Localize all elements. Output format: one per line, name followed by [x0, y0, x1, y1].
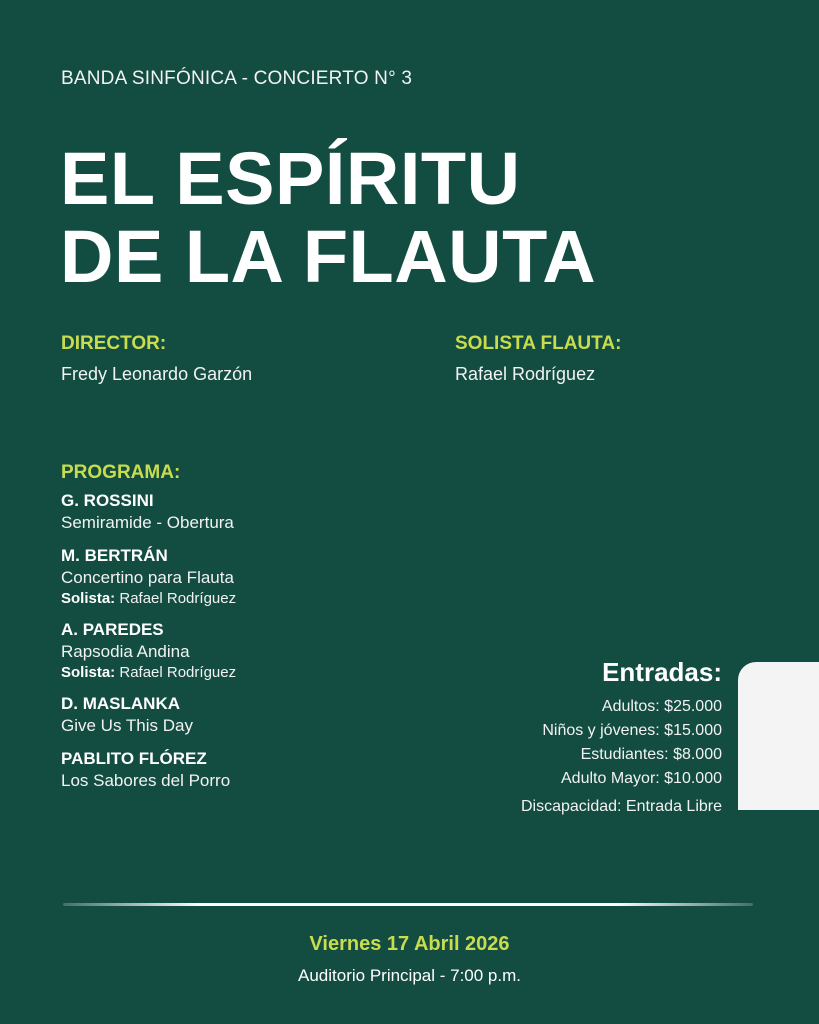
- title-line-2: DE LA FLAUTA: [60, 215, 597, 298]
- director-label: DIRECTOR:: [61, 333, 167, 354]
- piece-soloist-label: Solista:: [61, 664, 116, 681]
- title-line-1: EL ESPÍRITU: [60, 137, 521, 220]
- piece-work: Semiramide - Obertura: [61, 513, 234, 532]
- piece-work: Concertino para Flauta: [61, 568, 234, 587]
- piece-soloist-name: Rafael Rodríguez: [119, 664, 237, 681]
- piece-work: Los Sabores del Porro: [61, 771, 231, 790]
- program-label: PROGRAMA:: [61, 462, 181, 483]
- tickets-heading: Entradas:: [602, 657, 722, 687]
- event-date: Viernes 17 Abril 2026: [309, 933, 510, 955]
- divider-line: [63, 903, 753, 906]
- piece-soloist: [61, 589, 381, 608]
- soloist-label: SOLISTA FLAUTA:: [455, 333, 622, 354]
- program-piece: [61, 748, 381, 792]
- event-venue: Auditorio Principal - 7:00 p.m.: [298, 966, 521, 985]
- ticket-price: Discapacidad: Entrada Libre: [520, 798, 722, 815]
- piece-composer: G. ROSSINI: [61, 491, 154, 510]
- director-name: Fredy Leonardo Garzón: [61, 364, 253, 384]
- decorative-tab: [738, 662, 819, 810]
- program-piece: [61, 693, 381, 737]
- ticket-price: Estudiantes: $8.000: [580, 746, 722, 763]
- piece-soloist-label: Solista:: [61, 590, 116, 607]
- concert-title: [60, 137, 597, 298]
- program-piece: [61, 619, 381, 682]
- ticket-price: Adulto Mayor: $10.000: [561, 770, 722, 787]
- program-section: [61, 462, 381, 792]
- program-piece: [61, 490, 381, 534]
- ticket-price: Niños y jóvenes: $15.000: [542, 722, 722, 739]
- piece-composer: D. MASLANKA: [61, 694, 180, 713]
- piece-composer: M. BERTRÁN: [61, 546, 168, 565]
- ticket-price: Adultos: $25.000: [601, 698, 722, 715]
- tickets-section: [402, 655, 722, 819]
- piece-composer: A. PAREDES: [61, 620, 164, 639]
- concert-subtitle: BANDA SINFÓNICA - CONCIERTO N° 3: [61, 68, 413, 89]
- piece-composer: PABLITO FLÓREZ: [61, 749, 207, 768]
- piece-work: Give Us This Day: [61, 716, 193, 735]
- piece-soloist-name: Rafael Rodríguez: [119, 590, 237, 607]
- piece-soloist: [61, 663, 381, 682]
- piece-work: Rapsodia Andina: [61, 642, 190, 661]
- program-piece: [61, 545, 381, 608]
- soloist-name: Rafael Rodríguez: [455, 364, 596, 384]
